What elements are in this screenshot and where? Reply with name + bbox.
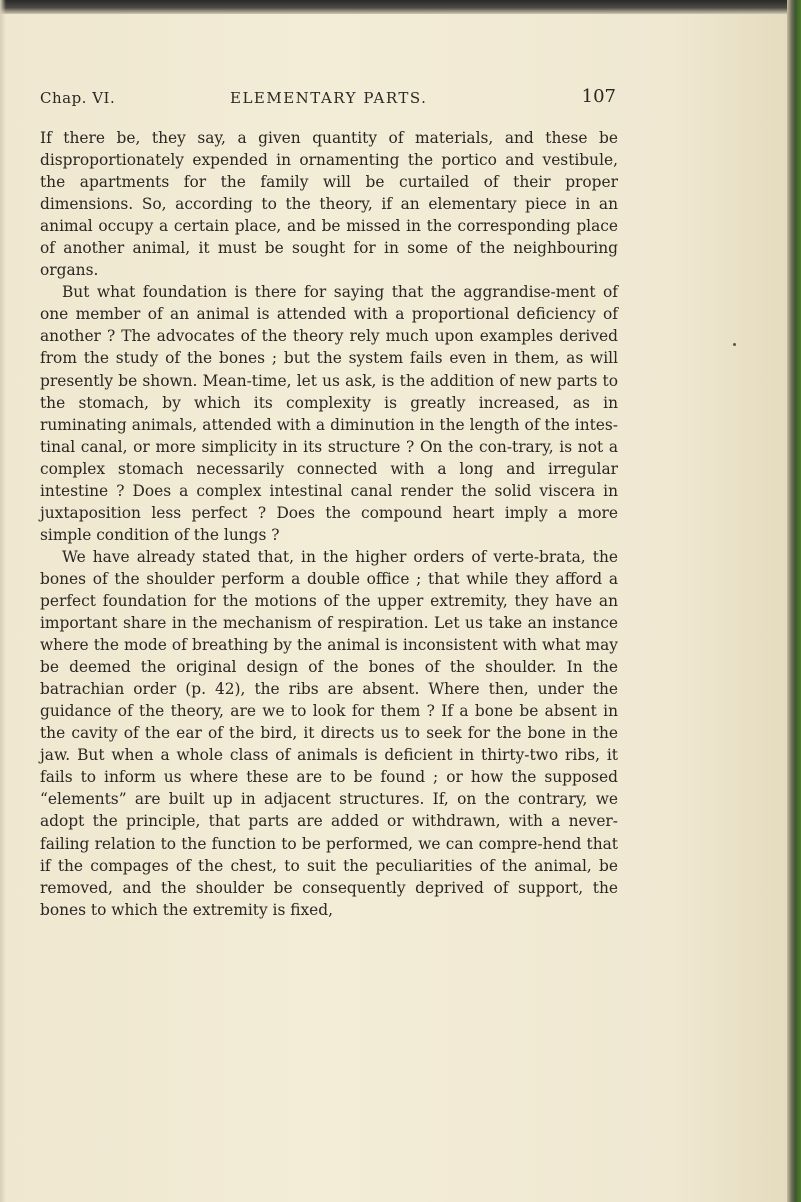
running-title: ELEMENTARY PARTS. [230,89,428,107]
page-gutter-shadow [0,0,6,1202]
ink-speck [733,343,736,346]
body-text [40,127,618,921]
chapter-label: Chap. VI. [40,89,116,107]
paragraph-1: If there be, they say, a given quantity of materials, and these be disproportionately expended in ornamenting the portico and vestibule, the apartments for the family will be curtailed of their proper dimensions. So, according to the theory, if an elementary piece in an animal occupy a certain place, and be missed in the corresponding place of another animal, it must be sought for in some of the neighbouring organs. [40,129,618,280]
paragraph-2: But what foundation is there for saying that the aggrandise-ment of one member of an animal is attended with a proportional deficiency of another ? The advocates of the theory rely much upon examples derived from the study of the bones ; but the system fails even in them, as will presently be shown. Mean-time, let us ask, is the addition of new parts to the stomach, by which its complexity is greatly increased, as in ruminating animals, attended with a diminution in the length of the intes-tinal canal, or more simplicity in its structure ? On the con-trary, is not a complex stomach necessarily connected with a long and irregular intestine ? Does a complex intestinal canal render the solid viscera in juxtaposition less perfect ? Does the compound heart imply a more simple condition of the lungs ? [40,283,618,544]
page-top-edge [0,0,788,14]
running-header [40,86,616,113]
paragraph-3: We have already stated that, in the higher orders of verte-brata, the bones of the shoulder perform a double office ; that while they afford a perfect foundation for the motions of the upper extremity, they have an important share in the mechanism of respiration. Let us take an instance where the mode of breathing by the animal is inconsistent with what may be deemed the original design of the bones of the shoulder. In the batrachian order (p. 42), the ribs are absent. Where then, under the guidance of the theory, are we to look for them ? If a bone be absent in the cavity of the ear of the bird, it directs us to seek for the bone in the jaw. But when a whole class of animals is deficient in thirty-two ribs, it fails to inform us where these are to be found ; or how the supposed “elements” are built up in adjacent structures. If, on the contrary, we adopt the principle, that parts are added or withdrawn, with a never-failing relation to the function to be performed, we can compre-hend that if the compages of the chest, to suit the peculiarities of the animal, be removed, and the shoulder be consequently deprived of support, the bones to which the extremity is fixed, [40,547,618,919]
book-fore-edge [787,0,801,1202]
page-number: 107 [581,86,616,107]
